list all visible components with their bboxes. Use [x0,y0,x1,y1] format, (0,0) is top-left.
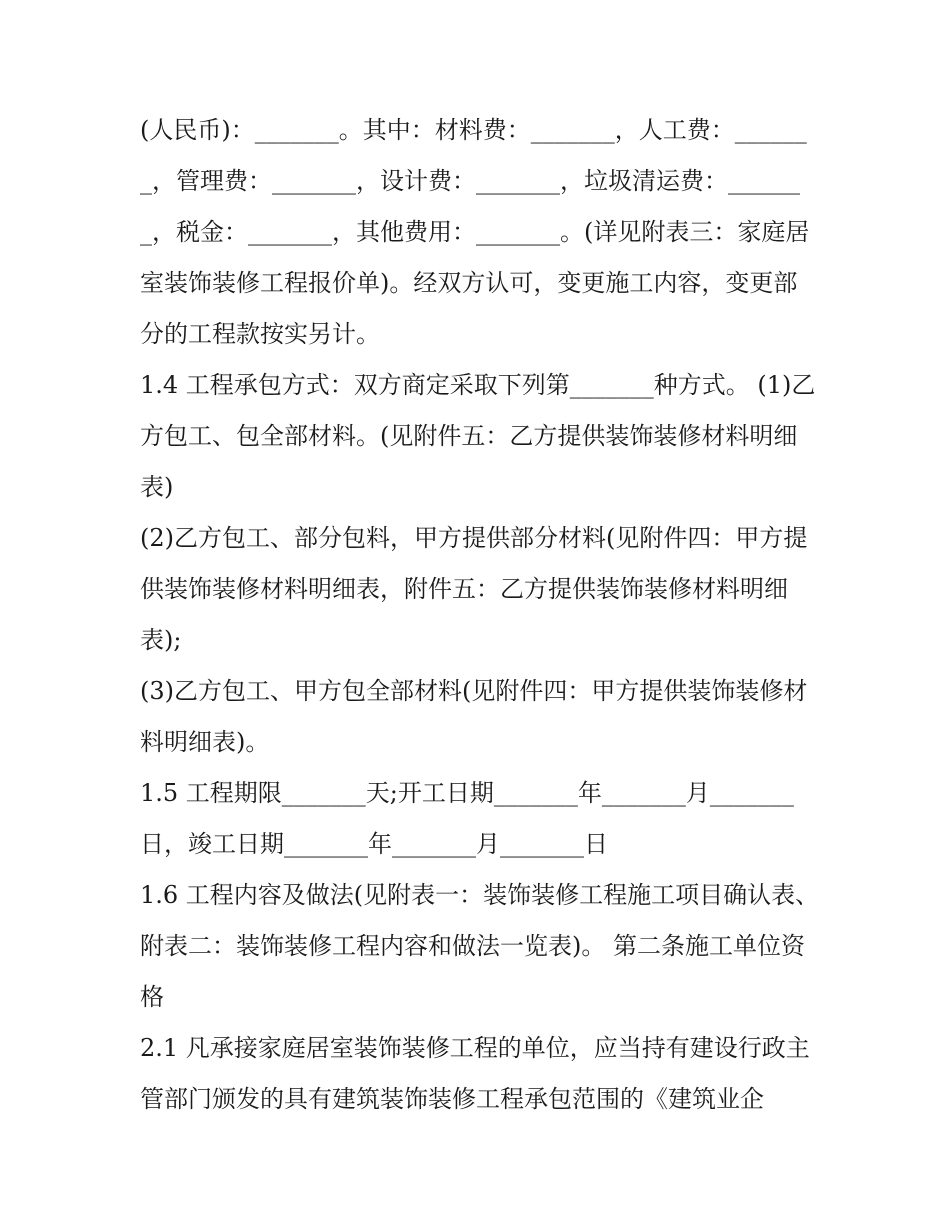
paragraph-2-1-qualification: 2.1 凡承接家庭居室装饰装修工程的单位，应当持有建设行政主管部门颁发的具有建筑装饰装修工程承包范围的《建筑业企 [140,1034,810,1113]
paragraph-1-6-scope: 1.6 工程内容及做法(见附表一：装饰装修工程施工项目确认表、附表二：装饰装修工程内容和做法一览表)。 第二条施工单位资格 [140,881,820,1011]
paragraph-1-5-schedule: 1.5 工程期限_______天;开工日期_______年_______月_______日，竣工日期_______年_______月_______日 [140,779,794,858]
paragraph-fees: (人民币)：_______。其中：材料费：_______，人工费：_______，管理费：_______，设计费：_______，垃圾清运费：_______，税金：_______，其他费用：_______。(详见附表三：家庭居室装饰装修工程报价单)。经双方认可，变更施工内容，变更部分的工程款按实另计。 [140,116,810,348]
paragraph-option-3: (3)乙方包工、甲方包全部材料(见附件四：甲方提供装饰装修材料明细表)。 [140,677,808,756]
document-body [140,105,820,1125]
paragraph-option-2: (2)乙方包工、部分包料，甲方提供部分材料(见附件四：甲方提供装饰装修材料明细表，附件五：乙方提供装饰装修材料明细表); [140,524,808,654]
paragraph-1-4-contract-method: 1.4 工程承包方式：双方商定采取下列第_______种方式。 (1)乙方包工、包全部材料。(见附件五：乙方提供装饰装修材料明细表) [140,371,816,501]
